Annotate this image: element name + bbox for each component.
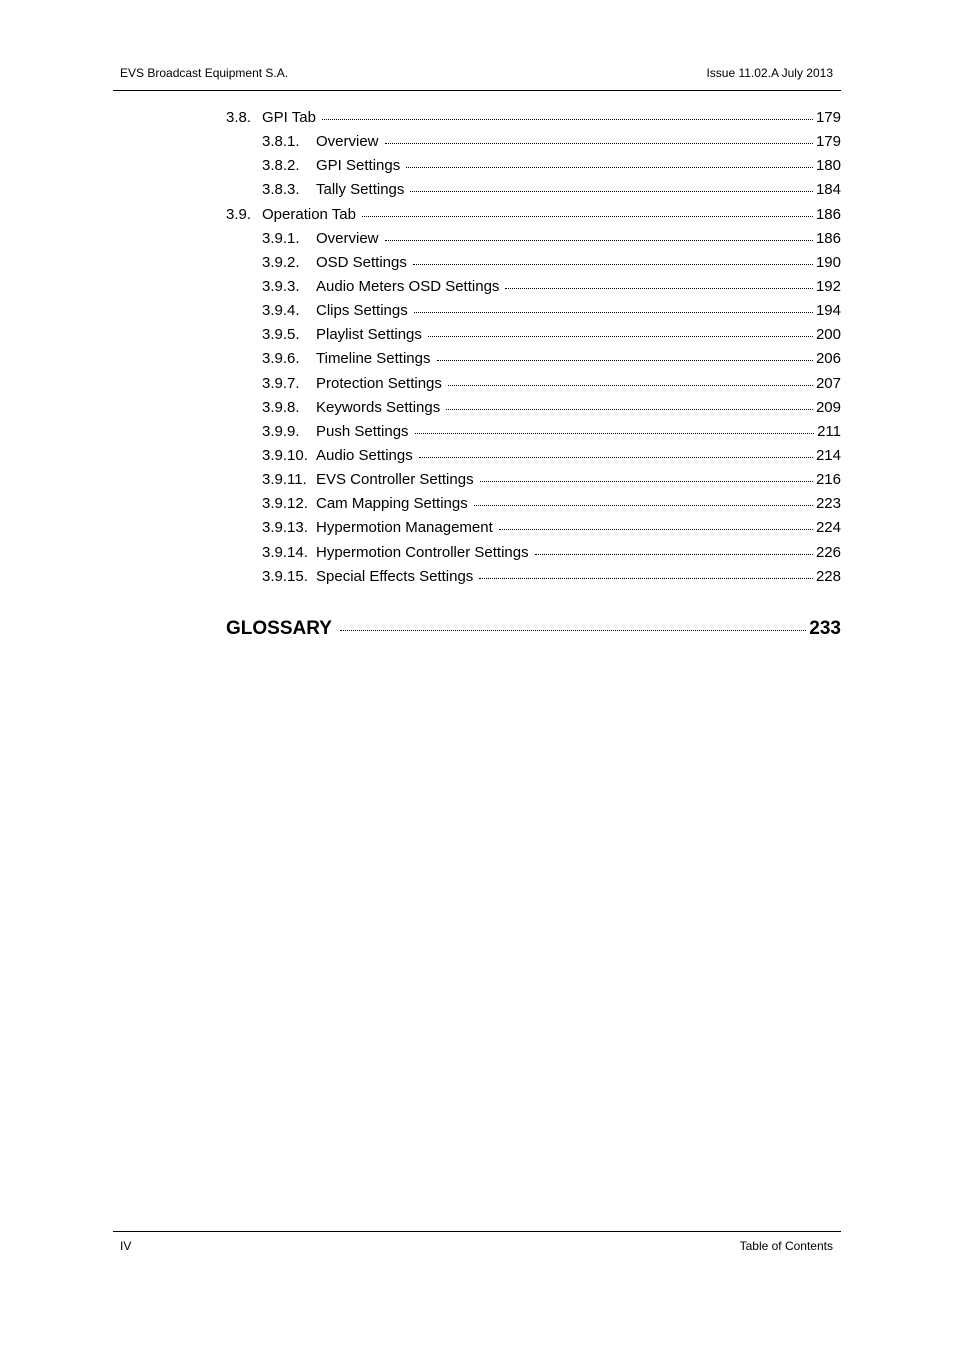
toc-entry[interactable] [226,133,841,157]
toc-leader [410,190,813,192]
table-of-contents [226,109,841,648]
toc-entry-title: Push Settings [316,422,409,440]
toc-entry-number: 3.9.11. [262,471,307,489]
toc-entry-page: 186 [815,205,841,223]
toc-entry-title: Cam Mapping Settings [316,495,468,513]
toc-entry-number: 3.9.13. [262,519,308,537]
toc-leader [428,335,813,337]
toc-entry-number: 3.8.1. [262,133,300,151]
toc-entry-number: 3.9.7. [262,374,300,392]
toc-entry-page: 194 [815,302,841,320]
toc-leader [480,480,813,482]
toc-entry-title: Overview [316,133,379,151]
toc-entry-number: 3.8. [226,109,252,126]
toc-entry-title: Hypermotion Controller Settings [316,543,529,561]
toc-entry[interactable] [226,230,841,254]
toc-entry-page: 216 [815,471,841,489]
toc-entry[interactable] [226,544,841,568]
toc-entry-title: Overview [316,229,379,247]
toc-leader [448,384,813,386]
toc-leader [446,408,813,410]
toc-leader [499,528,813,530]
toc-entry-number: 3.9.14. [262,543,308,561]
toc-entry[interactable] [226,447,841,471]
toc-entry-page: 184 [815,181,841,199]
toc-entry-number: 3.9.9. [262,422,300,440]
toc-entry-number: 3.9.15. [262,567,308,585]
toc-entry[interactable] [226,375,841,399]
toc-entry-number: 3.9.6. [262,350,300,368]
footer-section-title: Table of Contents [739,1239,833,1253]
toc-entry-title: Timeline Settings [316,350,431,368]
toc-leader [340,629,806,631]
toc-entry[interactable] [226,350,841,374]
toc-entry[interactable] [226,157,841,181]
toc-entry[interactable] [226,495,841,519]
toc-entry-title: Keywords Settings [316,398,441,416]
toc-leader [362,215,813,217]
toc-entry[interactable] [226,471,841,495]
toc-entry[interactable] [226,206,841,230]
toc-entry-page: 186 [815,229,841,247]
toc-leader [437,359,813,361]
toc-entry-number: 3.9.5. [262,326,300,344]
page-footer [113,1231,841,1253]
footer-page-number: IV [120,1239,132,1253]
toc-entry-page: 207 [815,374,841,392]
toc-entry-title: EVS Controller Settings [316,471,474,489]
toc-entry-page: 209 [815,398,841,416]
toc-entry-number: 3.9.8. [262,398,300,416]
toc-entry-glossary[interactable] [226,618,841,648]
toc-leader [419,456,813,458]
toc-entry-title: OSD Settings [316,253,407,271]
header-issue: Issue 11.02.A July 2013 [706,66,833,80]
toc-entry-title: GPI Tab [262,109,316,126]
toc-entry-page: 223 [815,495,841,513]
toc-entry-title: Playlist Settings [316,326,422,344]
toc-entry[interactable] [226,423,841,447]
toc-entry-title: Operation Tab [262,205,356,223]
toc-entry-title: Audio Settings [316,446,413,464]
toc-leader [406,166,813,168]
toc-entry-title: GPI Settings [316,157,401,175]
toc-entry-title: Protection Settings [316,374,442,392]
page-header [113,62,841,91]
toc-entry-number: 3.9.3. [262,277,300,295]
toc-entry-number: 3.9.1. [262,229,300,247]
toc-entry[interactable] [226,278,841,302]
toc-entry-page: 226 [815,543,841,561]
toc-leader [413,263,813,265]
toc-leader [535,553,813,555]
toc-entry-page: 192 [815,277,841,295]
toc-entry[interactable] [226,326,841,350]
toc-entry[interactable] [226,568,841,592]
toc-entry-page: 206 [815,350,841,368]
toc-entry-number: 3.9.2. [262,253,300,271]
toc-entry-page: 211 [817,422,841,440]
toc-entry-number: 3.8.3. [262,181,300,199]
toc-entry-number: 3.9.10. [262,446,308,464]
toc-entry-number: 3.9. [226,205,252,223]
toc-leader [479,577,813,579]
toc-entry-page: 179 [815,133,841,151]
toc-entry[interactable] [226,399,841,423]
toc-entry-page: 224 [815,519,841,537]
toc-entry-page: 214 [815,446,841,464]
toc-entry-page: 179 [815,109,841,126]
toc-leader [385,239,813,241]
toc-entry-title: Special Effects Settings [316,567,474,585]
toc-entry-title: Audio Meters OSD Settings [316,277,500,295]
glossary-page: 233 [809,617,841,639]
toc-entry[interactable] [226,254,841,278]
toc-entry-page: 228 [815,567,841,585]
toc-entry-page: 190 [815,253,841,271]
toc-leader [322,118,813,120]
toc-entry-number: 3.9.4. [262,302,300,320]
glossary-title: GLOSSARY [226,617,332,639]
toc-entry-number: 3.8.2. [262,157,300,175]
toc-entry[interactable] [226,181,841,205]
toc-entry-page: 200 [815,326,841,344]
toc-leader [505,287,813,289]
toc-leader [474,504,813,506]
toc-entry[interactable] [226,519,841,543]
toc-entry-page: 180 [815,157,841,175]
toc-entry-title: Clips Settings [316,302,408,320]
toc-entry-title: Hypermotion Management [316,519,493,537]
toc-entry-title: Tally Settings [316,181,405,199]
toc-entry[interactable] [226,109,841,133]
toc-leader [414,311,813,313]
toc-leader [415,432,815,434]
toc-leader [385,142,813,144]
toc-entry-number: 3.9.12. [262,495,308,513]
toc-entry[interactable] [226,302,841,326]
header-company: EVS Broadcast Equipment S.A. [120,66,289,80]
